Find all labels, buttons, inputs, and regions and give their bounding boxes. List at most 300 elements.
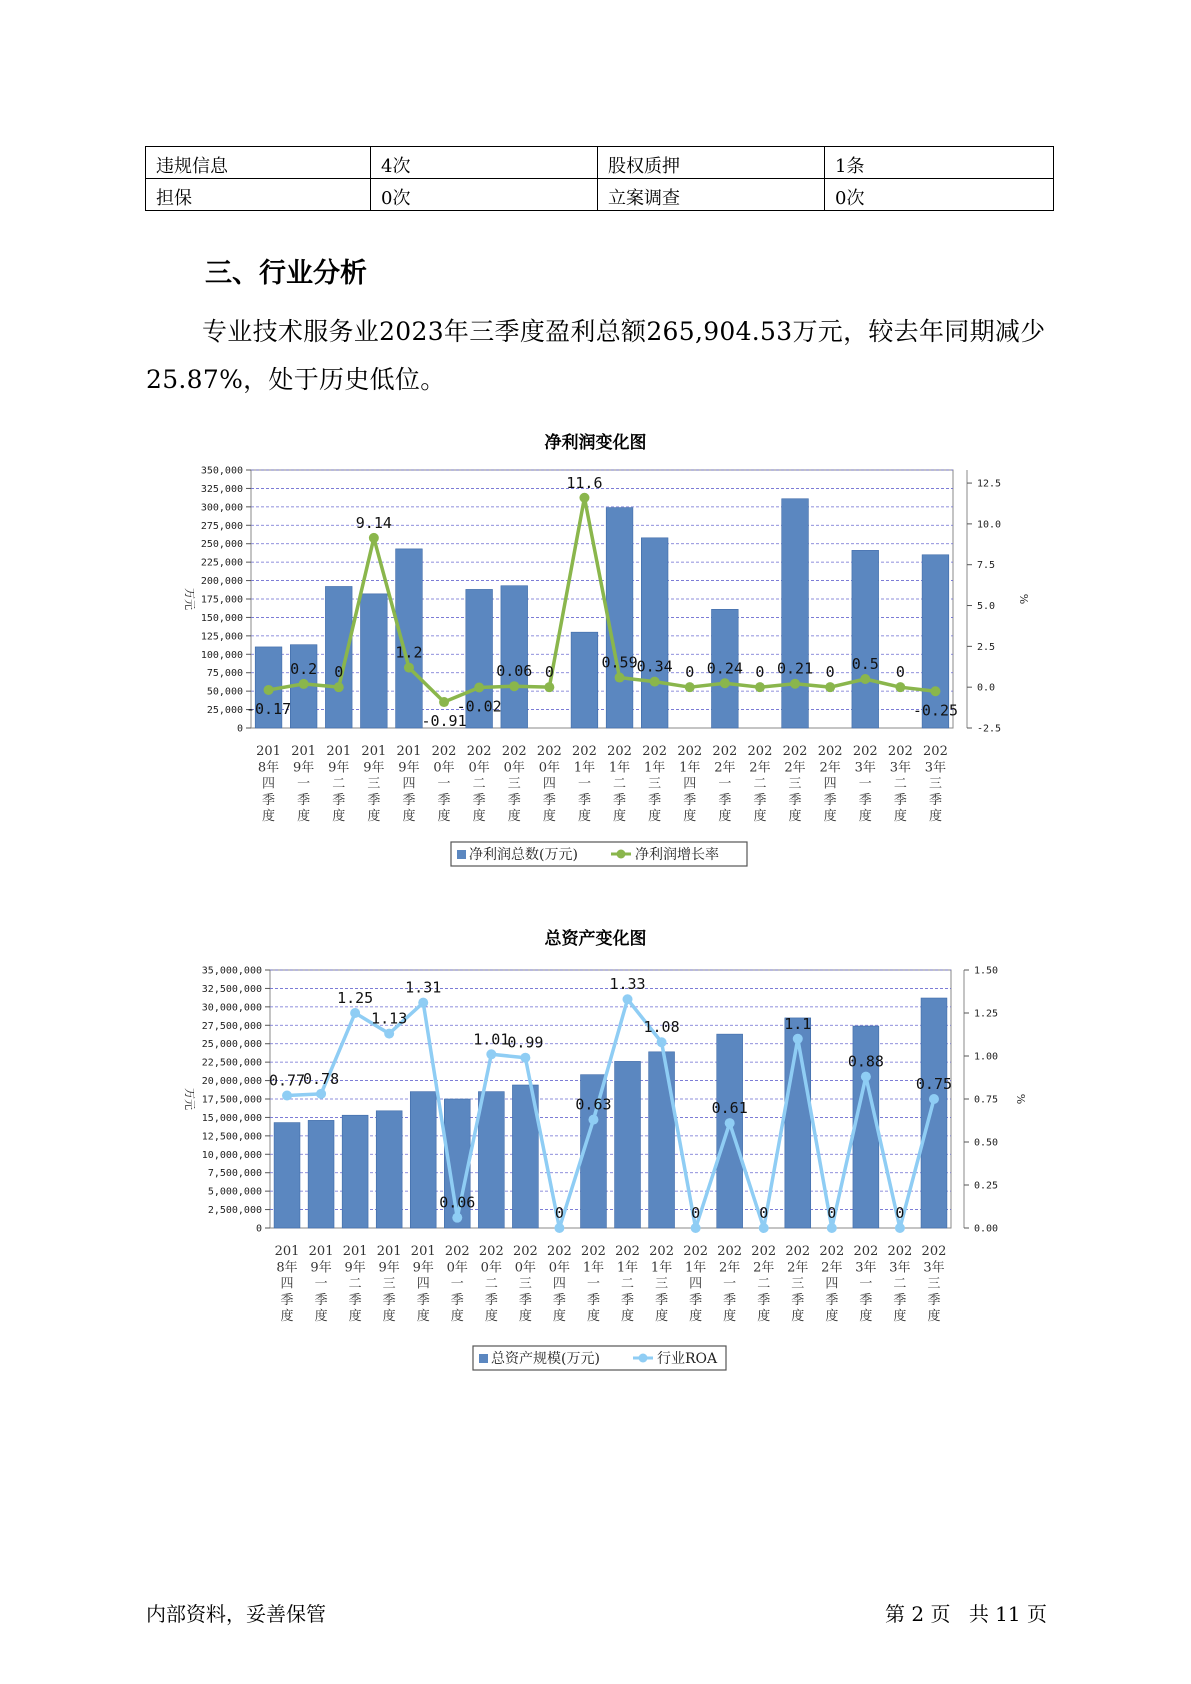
x-tick-label: 季 xyxy=(382,1292,396,1308)
left-tick-label: 17,500,000 xyxy=(201,1094,262,1106)
x-tick-label: 三 xyxy=(507,776,521,792)
point-label: 0.61 xyxy=(711,1099,748,1118)
line-point xyxy=(486,1049,496,1059)
line-point xyxy=(825,682,835,692)
x-tick-label: 季 xyxy=(577,792,591,808)
point-label: 9.14 xyxy=(355,513,392,532)
left-axis-unit: 万元 xyxy=(183,1088,196,1110)
x-tick-label: 四 xyxy=(683,776,697,792)
left-tick-label: 275,000 xyxy=(200,520,243,532)
x-tick-label: 季 xyxy=(586,1292,600,1308)
line-point xyxy=(827,1223,837,1233)
x-tick-label: 度 xyxy=(655,1309,669,1325)
line-point xyxy=(384,1029,394,1039)
x-tick-label: 9年 xyxy=(363,760,385,776)
x-tick-label: 度 xyxy=(928,809,942,825)
left-tick-label: 250,000 xyxy=(200,539,243,551)
point-label: 0 xyxy=(827,1204,837,1222)
x-tick-label: 度 xyxy=(552,1309,566,1325)
x-tick-label: 一 xyxy=(586,1276,600,1292)
x-tick-label: 二 xyxy=(613,776,627,792)
x-tick-label: 二 xyxy=(621,1276,635,1292)
x-tick-label: 3年 xyxy=(889,760,911,776)
legend-line-label: 行业ROA xyxy=(657,1351,718,1367)
x-tick-label: 度 xyxy=(823,809,837,825)
x-tick-label: 度 xyxy=(893,809,907,825)
line-point xyxy=(657,1037,667,1047)
point-label: 0.88 xyxy=(847,1052,884,1071)
x-tick-label: 202 xyxy=(853,1244,879,1259)
x-tick-label: 202 xyxy=(817,744,843,759)
line-point xyxy=(685,682,695,692)
line-point xyxy=(793,1034,803,1044)
net-profit-chart-title: 净利润变化图 xyxy=(544,433,647,453)
x-tick-label: 202 xyxy=(782,744,808,759)
x-tick-label: 二 xyxy=(753,776,767,792)
bar xyxy=(606,508,633,728)
table-cell: 立案调查 xyxy=(598,179,825,211)
x-tick-label: 度 xyxy=(472,809,486,825)
x-tick-label: 度 xyxy=(858,809,872,825)
line-point xyxy=(439,697,449,707)
x-tick-label: 度 xyxy=(484,1309,498,1325)
x-tick-label: 度 xyxy=(297,809,311,825)
line-point xyxy=(369,533,379,543)
point-label: 0 xyxy=(334,663,344,682)
x-tick-label: 202 xyxy=(478,1244,504,1259)
x-tick-label: 1年 xyxy=(644,760,666,776)
x-tick-label: 9年 xyxy=(328,760,350,776)
x-tick-label: 季 xyxy=(613,792,627,808)
x-tick-label: 季 xyxy=(893,1292,907,1308)
bar xyxy=(852,550,879,728)
right-tick-label: 2.5 xyxy=(977,641,996,653)
x-tick-label: 8年 xyxy=(276,1260,298,1276)
x-tick-label: 三 xyxy=(382,1276,396,1292)
right-tick-label: 7.5 xyxy=(977,560,996,572)
point-label: 0.24 xyxy=(706,659,743,678)
x-tick-label: 季 xyxy=(402,792,416,808)
x-tick-label: 度 xyxy=(753,809,767,825)
x-tick-label: 度 xyxy=(280,1309,294,1325)
x-tick-label: 1年 xyxy=(608,760,631,776)
x-tick-label: 季 xyxy=(621,1292,635,1308)
point-label: 0 xyxy=(554,1204,564,1222)
point-label: 1.2 xyxy=(395,643,423,662)
x-tick-label: 3年 xyxy=(855,1260,877,1276)
table-row xyxy=(146,179,1054,211)
x-tick-label: 202 xyxy=(677,744,703,759)
left-tick-label: 125,000 xyxy=(200,631,243,643)
x-tick-label: 季 xyxy=(348,1292,362,1308)
x-tick-label: 一 xyxy=(859,1276,873,1292)
line-point xyxy=(895,1223,905,1233)
right-tick-label: 0.00 xyxy=(974,1223,999,1235)
x-tick-label: 2年 xyxy=(784,760,806,776)
x-tick-label: 三 xyxy=(791,1276,805,1292)
bar xyxy=(717,1034,743,1228)
point-label: -0.91 xyxy=(421,712,467,731)
x-tick-label: 二 xyxy=(757,1276,771,1292)
x-tick-label: 202 xyxy=(536,744,562,759)
legend-line-marker xyxy=(639,1354,648,1363)
legend-bar-label: 总资产规模(万元) xyxy=(491,1351,600,1367)
bar xyxy=(501,586,528,728)
bar xyxy=(571,632,598,728)
x-tick-label: 季 xyxy=(718,792,732,808)
left-tick-label: 35,000,000 xyxy=(201,965,262,977)
x-tick-label: 季 xyxy=(552,1292,566,1308)
x-tick-label: 度 xyxy=(348,1309,362,1325)
line-point xyxy=(861,1072,871,1082)
x-tick-label: 度 xyxy=(542,809,556,825)
right-tick-label: 1.25 xyxy=(974,1008,999,1020)
left-tick-label: 50,000 xyxy=(206,686,243,698)
left-tick-label: 150,000 xyxy=(200,612,243,624)
x-tick-label: 9年 xyxy=(310,1260,332,1276)
x-tick-label: 202 xyxy=(607,744,632,759)
right-tick-label: 0.50 xyxy=(974,1137,999,1149)
x-tick-label: 季 xyxy=(484,1292,498,1308)
legend-bar-label: 净利润总数(万元) xyxy=(469,847,578,863)
footer-confidential: 内部资料，妥善保管 xyxy=(146,1602,326,1626)
line-point xyxy=(759,1223,769,1233)
x-tick-label: 季 xyxy=(893,792,907,808)
table-cell: 1条 xyxy=(825,147,1054,179)
net-profit-chart xyxy=(0,460,1191,880)
table-cell: 股权质押 xyxy=(598,147,825,179)
table-cell: 担保 xyxy=(146,179,371,211)
x-tick-label: 3年 xyxy=(924,760,947,776)
x-tick-label: 度 xyxy=(518,1309,532,1325)
x-tick-label: 201 xyxy=(342,1244,368,1259)
left-tick-label: 300,000 xyxy=(200,502,243,514)
point-label: 0.99 xyxy=(507,1033,544,1052)
x-tick-label: 季 xyxy=(314,1292,328,1308)
x-tick-label: 0年 xyxy=(468,760,490,776)
x-tick-label: 0年 xyxy=(514,1260,537,1276)
line-point xyxy=(264,685,274,695)
point-label: 0.63 xyxy=(575,1095,612,1114)
section-title: 三、行业分析 xyxy=(205,258,367,289)
x-tick-label: 季 xyxy=(791,1292,805,1308)
line-point xyxy=(929,1094,939,1104)
bar xyxy=(782,499,809,728)
x-tick-label: 四 xyxy=(416,1276,430,1292)
x-tick-label: 四 xyxy=(262,776,276,792)
line-point xyxy=(474,683,484,693)
x-tick-label: 202 xyxy=(649,1244,674,1259)
point-label: 0.75 xyxy=(915,1075,953,1093)
x-tick-label: 季 xyxy=(450,1292,464,1308)
x-tick-label: 季 xyxy=(825,1292,839,1308)
x-tick-label: 201 xyxy=(326,744,352,759)
x-tick-label: 三 xyxy=(367,776,381,792)
point-label: 0.2 xyxy=(290,659,318,678)
x-tick-label: 季 xyxy=(723,1292,737,1308)
x-tick-label: 202 xyxy=(683,1244,709,1259)
x-tick-label: 季 xyxy=(753,792,767,808)
left-tick-label: 15,000,000 xyxy=(201,1112,262,1124)
line-point xyxy=(623,994,633,1004)
point-label: 1.01 xyxy=(473,1030,510,1049)
point-label: 0 xyxy=(759,1204,769,1222)
x-tick-label: 202 xyxy=(512,1244,538,1259)
x-tick-label: 二 xyxy=(893,776,907,792)
chart-legend xyxy=(473,1346,726,1370)
bar xyxy=(361,594,388,728)
x-tick-label: 1年 xyxy=(616,1260,639,1276)
bar xyxy=(308,1120,334,1228)
line-point xyxy=(299,679,309,689)
point-label: 0.78 xyxy=(303,1069,340,1088)
line-point xyxy=(755,682,765,692)
x-tick-label: 季 xyxy=(683,792,697,808)
x-tick-label: 202 xyxy=(642,744,668,759)
left-tick-label: 25,000 xyxy=(206,705,243,717)
x-tick-label: 201 xyxy=(308,1244,334,1259)
left-axis-unit: 万元 xyxy=(183,588,196,610)
left-tick-label: 12,500,000 xyxy=(201,1131,262,1143)
x-tick-label: 三 xyxy=(928,776,942,792)
x-tick-label: 度 xyxy=(507,809,521,825)
x-tick-label: 季 xyxy=(648,792,662,808)
point-label: 0.06 xyxy=(439,1193,476,1212)
x-tick-label: 度 xyxy=(437,809,451,825)
table-cell: 0次 xyxy=(825,179,1054,211)
x-tick-label: 度 xyxy=(683,809,697,825)
point-label: 11.6 xyxy=(566,473,603,492)
analysis-paragraph: 专业技术服务业2023年三季度盈利总额265,904.53万元，较去年同期减少25.87%，处于历史低位。 xyxy=(146,317,1046,394)
line-point xyxy=(282,1091,292,1101)
bar xyxy=(615,1061,641,1228)
x-tick-label: 一 xyxy=(437,776,451,792)
bar xyxy=(376,1111,402,1228)
x-tick-label: 季 xyxy=(518,1292,532,1308)
right-tick-label: 12.5 xyxy=(977,478,1002,490)
chart-legend xyxy=(451,842,747,866)
point-label: -0.17 xyxy=(245,699,292,718)
line-point xyxy=(650,677,660,687)
x-tick-label: 度 xyxy=(586,1309,600,1325)
x-tick-label: 二 xyxy=(348,1276,362,1292)
x-tick-label: 0年 xyxy=(446,1260,468,1276)
x-tick-label: 0年 xyxy=(433,760,455,776)
x-tick-label: 四 xyxy=(280,1276,294,1292)
point-label: 1.33 xyxy=(609,975,646,994)
x-tick-label: 三 xyxy=(648,776,662,792)
point-label: 0 xyxy=(544,663,554,682)
left-tick-label: 2,500,000 xyxy=(207,1205,262,1217)
x-tick-label: 季 xyxy=(280,1292,294,1308)
left-tick-label: 75,000 xyxy=(206,668,243,680)
bar xyxy=(785,1018,811,1228)
x-tick-label: 202 xyxy=(572,744,597,759)
x-tick-label: 9年 xyxy=(344,1260,366,1276)
point-label: 0.06 xyxy=(496,662,533,681)
x-tick-label: 度 xyxy=(757,1309,771,1325)
x-tick-label: 9年 xyxy=(293,760,315,776)
point-label: 0.5 xyxy=(851,655,879,674)
x-tick-label: 一 xyxy=(718,776,732,792)
point-label: -0.25 xyxy=(912,701,959,720)
x-tick-label: 四 xyxy=(689,1276,703,1292)
point-label: -0.02 xyxy=(456,697,502,716)
x-tick-label: 一 xyxy=(858,776,872,792)
point-label: 1.25 xyxy=(337,989,374,1007)
bar xyxy=(478,1092,504,1228)
point-label: 0.21 xyxy=(776,659,814,678)
left-tick-label: 22,500,000 xyxy=(201,1057,262,1069)
right-tick-label: 5.0 xyxy=(977,601,996,613)
right-tick-label: -2.5 xyxy=(977,723,1002,735)
x-tick-label: 度 xyxy=(402,809,416,825)
x-tick-label: 四 xyxy=(825,1276,839,1292)
line-point xyxy=(544,682,554,692)
x-tick-label: 一 xyxy=(450,1276,464,1292)
x-tick-label: 季 xyxy=(655,1292,669,1308)
x-tick-label: 3年 xyxy=(854,760,876,776)
x-tick-label: 度 xyxy=(648,809,662,825)
left-tick-label: 10,000,000 xyxy=(201,1149,262,1161)
x-tick-label: 度 xyxy=(613,809,627,825)
legend-bar-swatch xyxy=(457,850,466,859)
x-tick-label: 2年 xyxy=(753,1260,775,1276)
table-row xyxy=(146,147,1054,179)
line-point xyxy=(554,1223,564,1233)
right-axis-unit: % xyxy=(1017,593,1030,605)
x-tick-label: 度 xyxy=(718,809,732,825)
x-tick-label: 201 xyxy=(291,744,317,759)
x-tick-label: 1年 xyxy=(679,760,701,776)
x-tick-label: 0年 xyxy=(548,1260,571,1276)
total-assets-chart xyxy=(0,956,1191,1376)
x-tick-label: 9年 xyxy=(412,1260,434,1276)
x-tick-label: 度 xyxy=(791,1309,805,1325)
x-tick-label: 二 xyxy=(893,1276,907,1292)
x-tick-label: 度 xyxy=(332,809,346,825)
x-tick-label: 202 xyxy=(547,1244,572,1259)
x-tick-label: 8年 xyxy=(257,760,280,776)
x-tick-label: 四 xyxy=(823,776,837,792)
right-tick-label: 0.75 xyxy=(974,1094,999,1106)
x-tick-label: 201 xyxy=(376,1244,402,1259)
bar xyxy=(921,998,947,1228)
x-tick-label: 2年 xyxy=(714,760,736,776)
point-label: 0 xyxy=(755,663,765,682)
line-point xyxy=(350,1008,360,1018)
x-tick-label: 季 xyxy=(927,1292,941,1308)
left-tick-label: 32,500,000 xyxy=(201,983,262,995)
x-tick-label: 度 xyxy=(788,809,802,825)
table-cell: 违规信息 xyxy=(146,147,371,179)
x-tick-label: 四 xyxy=(542,776,556,792)
legend-line-marker xyxy=(617,850,626,859)
right-tick-label: 0.25 xyxy=(974,1180,999,1192)
x-tick-label: 三 xyxy=(518,1276,532,1292)
x-tick-label: 202 xyxy=(712,744,738,759)
page-number: 第 2 页 xyxy=(885,1602,951,1626)
x-tick-label: 度 xyxy=(262,809,276,825)
left-tick-label: 20,000,000 xyxy=(201,1076,262,1088)
x-tick-label: 季 xyxy=(297,792,311,808)
x-tick-label: 202 xyxy=(819,1244,845,1259)
left-tick-label: 7,500,000 xyxy=(207,1168,262,1180)
x-tick-label: 二 xyxy=(484,1276,498,1292)
x-tick-label: 202 xyxy=(751,1244,777,1259)
x-tick-label: 季 xyxy=(542,792,556,808)
total-assets-chart-title: 总资产变化图 xyxy=(544,929,647,949)
x-tick-label: 202 xyxy=(887,744,913,759)
point-label: 0 xyxy=(691,1204,701,1222)
x-tick-label: 3年 xyxy=(889,1260,911,1276)
x-tick-label: 度 xyxy=(723,1309,737,1325)
x-tick-label: 度 xyxy=(382,1309,396,1325)
x-tick-label: 2年 xyxy=(719,1260,741,1276)
bar xyxy=(342,1115,368,1228)
x-tick-label: 9年 xyxy=(378,1260,400,1276)
x-tick-label: 季 xyxy=(788,792,802,808)
page-total: 共 11 页 xyxy=(968,1602,1047,1626)
line-point xyxy=(691,1223,701,1233)
left-tick-label: 0 xyxy=(236,723,243,735)
line-point xyxy=(404,663,414,673)
x-tick-label: 0年 xyxy=(503,760,525,776)
point-label: 1.1 xyxy=(784,1014,812,1033)
x-tick-label: 一 xyxy=(314,1276,328,1292)
x-tick-label: 季 xyxy=(262,792,276,808)
left-tick-label: 350,000 xyxy=(200,465,243,477)
x-tick-label: 1年 xyxy=(650,1260,673,1276)
legend-bar-swatch xyxy=(479,1354,488,1363)
line-point xyxy=(452,1213,462,1223)
left-tick-label: 325,000 xyxy=(200,483,243,495)
point-label: 1.13 xyxy=(371,1009,408,1028)
x-tick-label: 9年 xyxy=(398,760,420,776)
x-tick-label: 1年 xyxy=(582,1260,605,1276)
bar xyxy=(641,538,668,728)
x-tick-label: 0年 xyxy=(538,760,560,776)
risk-info-table xyxy=(145,146,1054,211)
x-tick-label: 202 xyxy=(444,1244,470,1259)
bar xyxy=(410,1092,436,1228)
point-label: 0 xyxy=(895,663,905,682)
x-tick-label: 度 xyxy=(450,1309,464,1325)
x-tick-label: 1年 xyxy=(684,1260,707,1276)
x-tick-label: 度 xyxy=(927,1309,941,1325)
x-tick-label: 季 xyxy=(507,792,521,808)
x-tick-label: 四 xyxy=(552,1276,566,1292)
x-tick-label: 度 xyxy=(416,1309,430,1325)
line-point xyxy=(579,493,589,503)
right-axis-unit: % xyxy=(1014,1093,1027,1105)
x-tick-label: 三 xyxy=(927,1276,941,1292)
line-point xyxy=(930,686,940,696)
x-tick-label: 201 xyxy=(361,744,387,759)
x-tick-label: 一 xyxy=(577,776,591,792)
x-tick-label: 季 xyxy=(823,792,837,808)
point-label: 0.34 xyxy=(636,657,673,676)
line-point xyxy=(720,678,730,688)
x-tick-label: 季 xyxy=(437,792,451,808)
x-tick-label: 1年 xyxy=(573,760,596,776)
line-point xyxy=(860,674,870,684)
bar xyxy=(325,586,352,728)
footer-page-info xyxy=(885,1598,1059,1627)
left-tick-label: 200,000 xyxy=(200,576,243,588)
line-point xyxy=(316,1089,326,1099)
legend-line-label: 净利润增长率 xyxy=(635,847,719,863)
